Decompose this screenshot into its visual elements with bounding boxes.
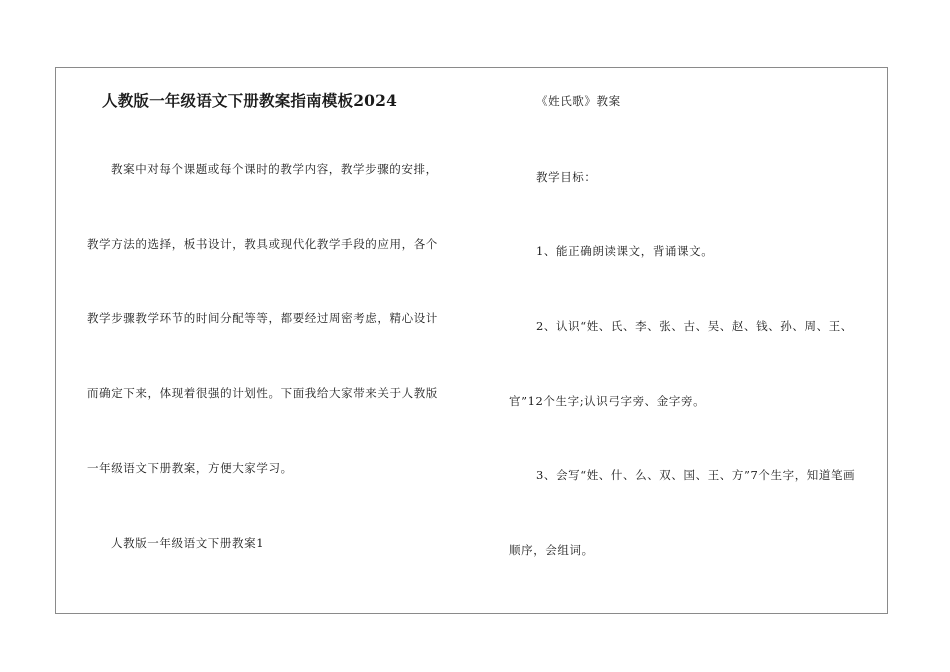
- left-paragraph-line-4: 而确定下来，体现着很强的计划性。下面我给大家带来关于人教版: [87, 386, 438, 400]
- left-paragraph-line-5: 一年级语文下册教案，方便大家学习。: [87, 461, 293, 475]
- document-page: [55, 67, 888, 614]
- objective-2-line-1: 2、认识“姓、氏、李、张、古、吴、赵、钱、孙、周、王、: [536, 319, 853, 333]
- section-heading: 人教版一年级语文下册教案1: [111, 536, 265, 550]
- objective-3-line-1: 3、会写“姓、什、么、双、国、王、方”7个生字，知道笔画: [536, 468, 856, 482]
- objective-2-line-2: 官”12个生字;认识弓字旁、金字旁。: [509, 394, 706, 408]
- document-title: 人教版一年级语文下册教案指南模板2024: [102, 91, 398, 110]
- left-paragraph-line-1: 教案中对每个课题或每个课时的教学内容，教学步骤的安排，: [111, 162, 438, 176]
- objective-1: 1、能正确朗读课文，背诵课文。: [536, 244, 714, 258]
- lesson-title: 《姓氏歌》教案: [536, 94, 621, 108]
- left-paragraph-line-2: 教学方法的选择，板书设计，教具或现代化教学手段的应用，各个: [87, 237, 438, 251]
- objective-3-line-2: 顺序，会组词。: [509, 543, 594, 557]
- left-paragraph-line-3: 教学步骤教学环节的时间分配等等，都要经过周密考虑，精心设计: [87, 311, 438, 325]
- objectives-heading: 教学目标：: [536, 170, 597, 184]
